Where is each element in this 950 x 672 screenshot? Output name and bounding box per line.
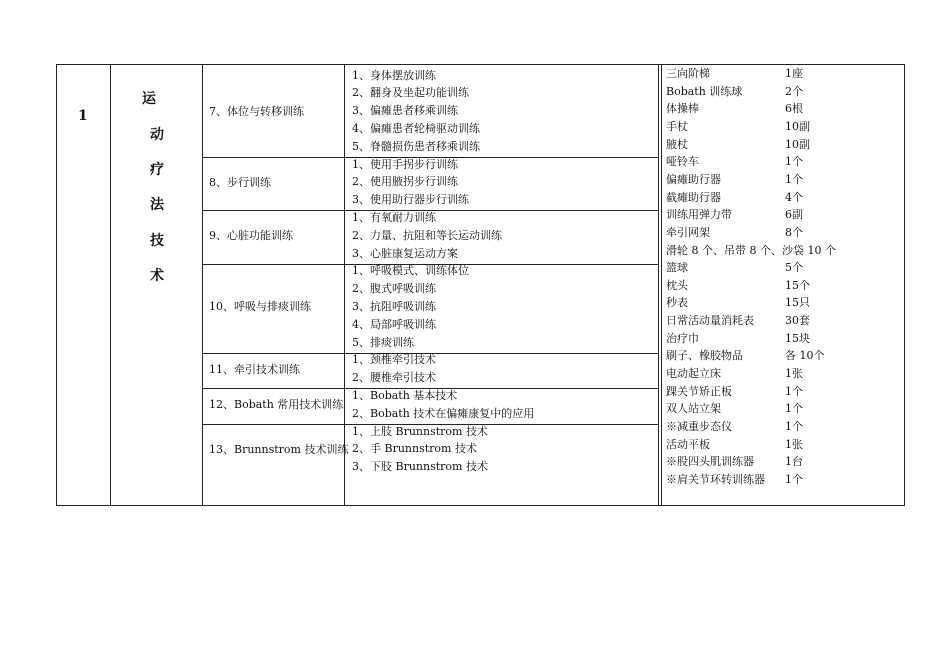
- category-char: 术: [150, 268, 164, 284]
- equipment-name: 电动起立床: [666, 367, 721, 381]
- equipment-name: 踝关节矫正板: [666, 384, 732, 398]
- equipment-name: 截瘫助行器: [666, 190, 721, 204]
- equipment-quantity: 8个: [785, 225, 803, 239]
- equipment-quantity: 6副: [785, 208, 803, 222]
- equipment-name: 日常活动量消耗表: [666, 314, 754, 328]
- equipment-quantity: 10副: [785, 137, 810, 151]
- equipment-name: ※股四头肌训练器: [666, 455, 754, 469]
- training-item: 1、有氧耐力训练: [352, 210, 436, 224]
- category-char: 技: [150, 233, 164, 249]
- equipment-quantity: 4个: [785, 190, 803, 204]
- equipment-quantity: 30套: [785, 314, 810, 328]
- training-item: 1、上肢 Brunnstrom 技术: [352, 424, 488, 438]
- equipment-name: 牵引网架: [666, 225, 710, 239]
- category-char: 运: [142, 91, 156, 107]
- equipment-quantity: 1个: [785, 420, 803, 433]
- training-item: 3、心脏康复运动方案: [352, 246, 458, 260]
- training-group-title: 8、步行训练: [209, 175, 271, 189]
- training-item: 2、Bobath 技术在偏瘫康复中的应用: [352, 406, 535, 420]
- equipment-name: Bobath 训练球: [666, 84, 743, 98]
- table-top-border: [56, 64, 905, 65]
- training-item: 5、排痰训练: [352, 335, 414, 349]
- training-item: 2、力量、抗阻和等长运动训练: [352, 228, 502, 242]
- equipment-name: 哑铃车: [666, 155, 699, 169]
- equipment-quantity: 各 10个: [785, 349, 825, 363]
- column-divider: [110, 64, 111, 506]
- column-divider: [202, 64, 203, 506]
- equipment-name: 秒表: [666, 296, 688, 310]
- equipment-quantity: 15块: [785, 331, 810, 345]
- training-item: 1、颈椎牵引技术: [352, 353, 436, 367]
- equipment-quantity: 10副: [785, 119, 810, 133]
- equipment-quantity: 1个: [785, 155, 803, 169]
- equipment-quantity: 6根: [785, 102, 803, 116]
- equipment-name: 手杖: [666, 119, 688, 133]
- equipment-name: ※减重步态仪: [666, 420, 732, 433]
- training-item: 3、下肢 Brunnstrom 技术: [352, 460, 488, 474]
- training-item: 1、呼吸模式、训练体位: [352, 264, 469, 278]
- equipment-name: 三向阶梯: [666, 67, 710, 80]
- training-item: 1、使用手拐步行训练: [352, 157, 458, 171]
- equipment-quantity: 1张: [785, 367, 803, 381]
- training-item: 5、脊髓损伤患者移乘训练: [352, 139, 480, 153]
- training-group-title: 13、Brunnstrom 技术训练: [209, 442, 349, 456]
- equipment-quantity: 1个: [785, 384, 803, 398]
- equipment-name: ※肩关节环转训练器: [666, 472, 765, 486]
- equipment-quantity: 1台: [785, 455, 803, 469]
- equipment-quantity: 1个: [785, 172, 803, 186]
- equipment-name: 活动平板: [666, 437, 710, 451]
- equipment-name: 滑轮 8 个、吊带 8 个、沙袋 10 个: [666, 243, 836, 257]
- training-item: 4、偏瘫患者轮椅驱动训练: [352, 121, 480, 135]
- training-group-title: 11、牵引技术训练: [209, 362, 300, 376]
- equipment-quantity: 1个: [785, 472, 803, 486]
- training-group-title: 10、呼吸与排痰训练: [209, 300, 311, 314]
- training-item: 2、腹式呼吸训练: [352, 282, 436, 296]
- training-group-title: 9、心脏功能训练: [209, 229, 293, 243]
- training-item: 2、使用腋拐步行训练: [352, 175, 458, 189]
- equipment-quantity: 1个: [785, 402, 803, 416]
- training-item: 1、身体摆放训练: [352, 68, 436, 82]
- equipment-name: 腋杖: [666, 137, 688, 151]
- column-divider: [658, 64, 659, 506]
- equipment-quantity: 1张: [785, 437, 803, 451]
- equipment-name: 训练用弹力带: [666, 208, 732, 222]
- training-group-title: 12、Bobath 常用技术训练: [209, 398, 344, 412]
- training-item: 4、局部呼吸训练: [352, 317, 436, 331]
- equipment-quantity: 1座: [785, 67, 803, 80]
- training-item: 3、偏瘫患者移乘训练: [352, 104, 458, 118]
- table-bottom-border: [56, 505, 905, 506]
- training-item: 3、抗阻呼吸训练: [352, 299, 436, 313]
- equipment-name: 刷子、橡胶物品: [666, 349, 743, 363]
- equipment-quantity: 15个: [785, 278, 810, 292]
- equipment-quantity: 5个: [785, 261, 803, 275]
- equipment-quantity: 2个: [785, 84, 803, 98]
- training-item: 1、Bobath 基本技术: [352, 388, 458, 402]
- table-left-border: [56, 64, 57, 506]
- category-char: 法: [150, 197, 164, 213]
- column-divider: [344, 64, 345, 506]
- equipment-name: 治疗巾: [666, 331, 699, 345]
- training-item: 2、翻身及坐起功能训练: [352, 86, 469, 100]
- equipment-name: 枕头: [666, 278, 688, 292]
- category-char: 动: [150, 127, 164, 143]
- training-group-title: 7、体位与转移训练: [209, 104, 304, 118]
- equipment-name: 偏瘫助行器: [666, 172, 721, 186]
- equipment-name: 双人站立架: [666, 402, 721, 416]
- training-item: 2、手 Brunnstrom 技术: [352, 442, 477, 456]
- category-char: 疗: [150, 162, 164, 178]
- equipment-quantity: 15只: [785, 296, 810, 310]
- training-item: 2、腰椎牵引技术: [352, 371, 436, 385]
- row-number: 1: [78, 108, 88, 124]
- training-item: 3、使用助行器步行训练: [352, 193, 469, 207]
- equipment-name: 体操棒: [666, 102, 699, 116]
- column-divider: [661, 64, 662, 506]
- equipment-name: 篮球: [666, 261, 688, 275]
- table-right-border: [904, 64, 905, 506]
